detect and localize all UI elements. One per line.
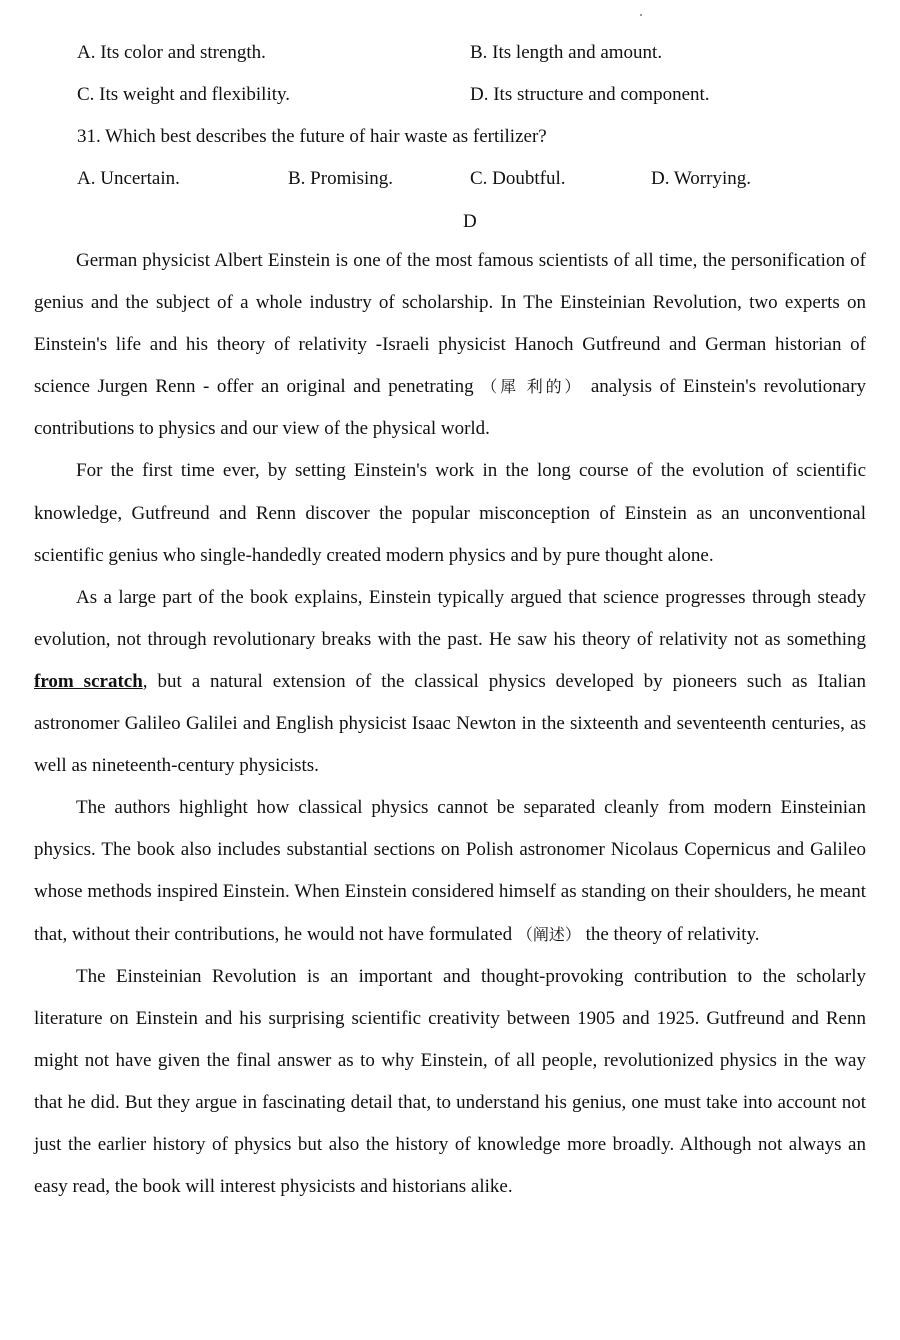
paragraph-3-text: As a large part of the book explains, Einstein typically argued that science progresses through steady evolution, not through revolutionary breaks with the past. He saw his theory of relativity not as something: [34, 586, 866, 650]
q30-option-c: C. Its weight and flexibility.: [77, 84, 291, 105]
paragraph-4-text: The authors highlight how classical physics cannot be separated cleanly from modern Einsteinian physics. The book also includes substantial sections on Polish astronomer Nicolaus Copernicus and Galileo whose methods inspired Einstein. When Einstein considered himself as standing on their shoulders, he meant that, without their contributions, he would not have formulated: [34, 797, 866, 945]
stray-mark: [640, 14, 642, 16]
paragraph-1-text-end: analysis of Einstein's revolutionary contributions to physics and our view of the physical world.: [34, 376, 867, 440]
chinese-gloss-formulated: （阐述）: [516, 924, 581, 944]
paragraph-3: [34, 577, 866, 787]
paragraph-2: For the first time ever, by setting Einstein's work in the long course of the evolution of scientific knowledge, Gutfreund and Renn discover the popular misconception of Einstein as an unconventional scientific genius who single-handedly created modern physics and by pure thought alone.: [34, 460, 866, 566]
q30-option-b: B. Its length and amount.: [470, 42, 663, 63]
q31-option-a: A. Uncertain.: [77, 168, 180, 189]
paragraph-4-text-end: the theory of relativity.: [585, 923, 760, 945]
q30-option-a: A. Its color and strength.: [77, 42, 266, 63]
q31-stem: 31. Which best describes the future of hair waste as fertilizer?: [77, 126, 547, 147]
reading-passage: [34, 240, 866, 1208]
q31-option-c: C. Doubtful.: [470, 168, 566, 189]
paragraph-4: [34, 787, 866, 955]
paragraph-5: The Einsteinian Revolution is an important and thought-provoking contribution to the scholarly literature on Einstein and his surprising scientific creativity between 1905 and 1925. Gutfreund and Renn might not have given the final answer as to why Einstein, of all people, revolutionized physics in the way that he did. But they argue in fascinating detail that, to understand his genius, one must take into account not just the earlier history of physics but also the history of knowledge more broadly. Although not always an easy read, the book will interest physicists and historians alike.: [34, 965, 866, 1198]
paragraph-1: [34, 240, 866, 450]
underlined-phrase: from scratch: [34, 670, 143, 692]
q31-option-b: B. Promising.: [288, 168, 394, 189]
paragraph-3-text-end: , but a natural extension of the classical physics developed by pioneers such as Italian astronomer Galileo Galilei and English physicist Isaac Newton in the sixteenth and seventeenth centuries, as well as nineteenth-century physicists.: [34, 670, 866, 777]
paragraph-1-text: German physicist Albert Einstein is one of the most famous scientists of all time, the personification of genius and the subject of a whole industry of scholarship. In The Einsteinian Revolution, two experts on Einstein's life and his theory of relativity -Israeli physicist Hanoch Gutfreund and German historian of science Jurgen Renn - offer an original and penetrating: [34, 250, 866, 398]
chinese-gloss-penetrating: （犀 利的）: [481, 377, 584, 397]
section-heading: D: [463, 211, 477, 232]
q30-option-d: D. Its structure and component.: [470, 84, 710, 105]
q31-option-d: D. Worrying.: [651, 168, 751, 189]
